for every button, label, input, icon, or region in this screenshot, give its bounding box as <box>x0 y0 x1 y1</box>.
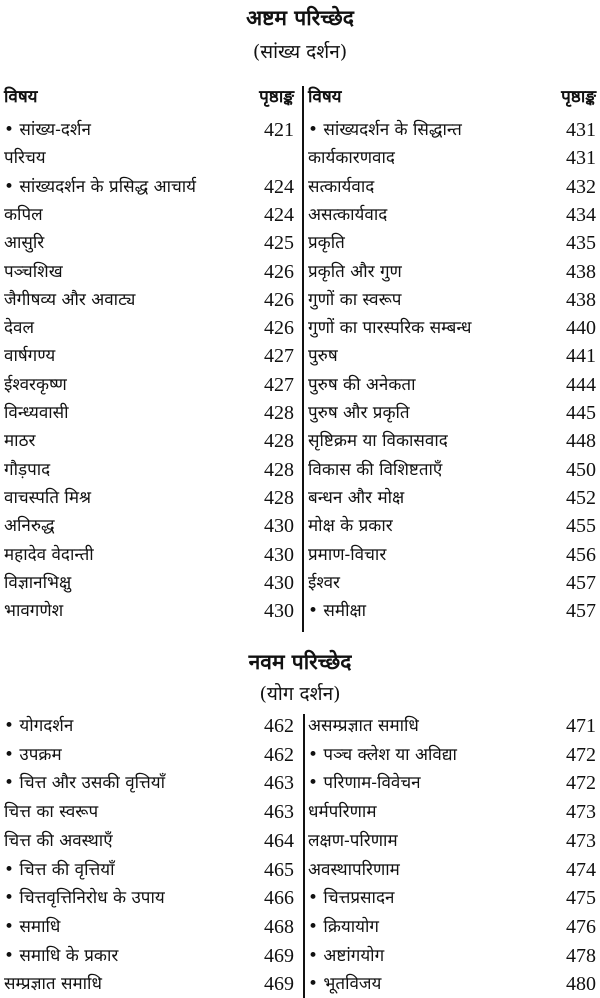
entry-page-left: 426 <box>264 317 294 340</box>
entry-page-right: 472 <box>566 772 596 795</box>
section-subtitle: (योग दर्शन) <box>259 683 341 705</box>
entry-title-left: विन्ध्यवासी <box>4 403 69 423</box>
entry-title-left: महादेव वेदान्ती <box>4 544 94 565</box>
entry-page-right: 431 <box>566 147 596 170</box>
entry-title-right: मोक्ष के प्रकार <box>308 516 393 537</box>
entry-title-right: विकास की विशिष्टताएँ <box>308 459 443 480</box>
entry-title-right: • समीक्षा <box>308 601 367 622</box>
entry-title-right: • भूतविजय <box>308 974 382 995</box>
entry-page-right: 452 <box>566 486 596 509</box>
entry-page-right: 448 <box>566 430 596 453</box>
entry-page-right: 455 <box>566 515 596 538</box>
toc-row <box>0 512 600 540</box>
entry-title-right: ईश्वर <box>308 572 340 593</box>
entry-title-left: • समाधि <box>4 916 61 937</box>
entry-title-left: • सांख्यदर्शन के प्रसिद्ध आचार्य <box>4 176 197 197</box>
entry-page-right: 475 <box>566 887 596 910</box>
toc-row <box>0 427 600 455</box>
entry-page-left: 463 <box>264 772 294 795</box>
entry-page-left: 428 <box>264 458 294 481</box>
entry-title-right: अवस्थापरिणाम <box>308 859 400 880</box>
entry-title-left: जैगीषव्य और अवाट्य <box>4 289 136 310</box>
entry-title-left: • सांख्य-दर्शन <box>4 120 91 140</box>
entry-page-right: 441 <box>566 345 596 368</box>
toc-row <box>0 541 600 569</box>
section-title: नवम परिच्छेद <box>248 649 352 674</box>
entry-title-left: • चित्तवृत्तिनिरोध के उपाय <box>4 888 165 909</box>
entry-page-left: 421 <box>264 119 294 141</box>
entry-page-left: 424 <box>264 203 294 226</box>
entry-title-left: • योगदर्शन <box>4 716 74 736</box>
entry-title-left: देवल <box>4 318 35 339</box>
entry-title-right: गुणों का पारस्परिक सम्बन्ध <box>308 318 472 339</box>
entry-page-left: 462 <box>264 715 294 737</box>
entry-title-right: पुरुष और प्रकृति <box>308 403 410 423</box>
toc-row <box>0 173 600 201</box>
toc-row <box>0 569 600 597</box>
entry-title-right: • क्रियायोग <box>308 916 379 937</box>
entry-page-right: 450 <box>566 458 596 481</box>
entry-page-left: 469 <box>264 944 294 967</box>
entry-title-right: पुरुष की अनेकता <box>308 374 416 395</box>
entry-page-right: 471 <box>566 715 596 737</box>
header-topic-left: विषय <box>4 87 38 107</box>
entry-title-left: विज्ञानभिक्षु <box>4 572 72 593</box>
entry-title-right: गुणों का स्वरूप <box>308 289 402 310</box>
toc-row <box>0 201 600 229</box>
toc-row <box>0 769 600 797</box>
entry-page-right: 440 <box>566 317 596 340</box>
entry-title-left: गौड़पाद <box>4 459 51 480</box>
entry-page-left: 427 <box>264 345 294 368</box>
toc-row <box>0 827 600 855</box>
entry-page-right: 478 <box>566 944 596 967</box>
entry-page-left: 426 <box>264 260 294 283</box>
entry-title-left: • चित्त और उसकी वृत्तियाँ <box>4 773 166 794</box>
entry-page-right: 432 <box>566 175 596 198</box>
entry-page-left: 428 <box>264 402 294 424</box>
entry-page-left: 430 <box>264 543 294 566</box>
entry-title-left: परिचय <box>4 148 46 169</box>
entry-page-left: 466 <box>264 887 294 910</box>
header-page-right: पृष्ठाङ्क <box>561 87 596 107</box>
toc-row <box>0 116 600 144</box>
toc-row <box>0 970 600 998</box>
entry-title-left: सम्प्रज्ञात समाधि <box>4 974 102 995</box>
entry-title-right: बन्धन और मोक्ष <box>308 487 405 508</box>
toc-row <box>0 371 600 399</box>
toc-row <box>0 456 600 484</box>
toc-row <box>0 913 600 941</box>
entry-page-right: 457 <box>566 600 596 623</box>
entry-title-left: • उपक्रम <box>4 744 62 765</box>
entry-title-right: प्रमाण-विचार <box>308 544 387 565</box>
entry-title-left: वाचस्पति मिश्र <box>4 487 92 508</box>
header-page-left: पृष्ठाङ्क <box>259 87 294 107</box>
entry-page-left: 425 <box>264 232 294 255</box>
entry-title-left: अनिरुद्ध <box>4 516 55 537</box>
toc-row <box>0 144 600 172</box>
entry-page-left: 427 <box>264 373 294 396</box>
entry-title-right: • पञ्च क्लेश या अविद्या <box>308 744 457 765</box>
entry-title-left: वार्षगण्य <box>4 346 56 367</box>
toc-row <box>0 884 600 912</box>
entry-title-right: प्रकृति और गुण <box>308 261 402 282</box>
entry-page-right: 435 <box>566 232 596 255</box>
entry-page-left: 464 <box>264 829 294 852</box>
entry-page-left: 430 <box>264 515 294 538</box>
entry-title-right: असत्कार्यवाद <box>308 204 388 225</box>
toc-row <box>0 399 600 427</box>
toc-row <box>0 798 600 826</box>
entry-page-right: 438 <box>566 260 596 283</box>
entry-title-right: कार्यकारणवाद <box>308 148 395 169</box>
entry-page-right: 434 <box>566 203 596 226</box>
entry-page-right: 480 <box>566 973 596 996</box>
toc-row <box>0 856 600 884</box>
toc-row <box>0 229 600 257</box>
entry-title-right: सृष्टिक्रम या विकासवाद <box>308 431 448 452</box>
entry-page-right: 457 <box>566 571 596 594</box>
toc-row <box>0 314 600 342</box>
header-topic-right: विषय <box>308 87 342 107</box>
toc-row <box>0 286 600 314</box>
entry-title-left: पञ्चशिख <box>4 261 63 282</box>
entry-title-left: भावगणेश <box>4 601 64 622</box>
entry-title-right: धर्मपरिणाम <box>308 802 377 823</box>
entry-page-left: 428 <box>264 486 294 509</box>
entry-title-left: माठर <box>4 431 36 452</box>
entry-page-left: 468 <box>264 915 294 938</box>
entry-page-right: 438 <box>566 288 596 311</box>
entry-title-left: आसुरि <box>4 233 45 254</box>
entry-page-left: 428 <box>264 430 294 453</box>
toc-row <box>0 484 600 512</box>
entry-title-left: ईश्वरकृष्ण <box>4 374 67 395</box>
entry-title-left: चित्त की अवस्थाएँ <box>4 830 113 851</box>
toc-row <box>0 741 600 769</box>
entry-title-right: • चित्तप्रसादन <box>308 888 395 909</box>
entry-page-left: 469 <box>264 973 294 996</box>
entry-title-right: पुरुष <box>308 346 338 367</box>
toc-row <box>0 342 600 370</box>
entry-page-right: 431 <box>566 119 596 141</box>
entry-page-left: 430 <box>264 571 294 594</box>
entry-page-right: 474 <box>566 858 596 881</box>
entry-page-left: 430 <box>264 600 294 623</box>
entry-title-left: चित्त का स्वरूप <box>4 802 99 823</box>
entry-title-right: प्रकृति <box>308 233 345 254</box>
entry-title-right: लक्षण-परिणाम <box>308 830 398 851</box>
entry-page-right: 445 <box>566 402 596 424</box>
entry-title-right: असम्प्रज्ञात समाधि <box>308 716 419 736</box>
entry-title-left: • समाधि के प्रकार <box>4 945 119 966</box>
entry-page-right: 473 <box>566 801 596 824</box>
section-subtitle: (सांख्य दर्शन) <box>252 41 348 63</box>
entry-page-right: 456 <box>566 543 596 566</box>
entry-page-left: 463 <box>264 801 294 824</box>
toc-row <box>0 258 600 286</box>
entry-title-right: सत्कार्यवाद <box>308 176 375 197</box>
toc-row <box>0 712 600 740</box>
toc-row <box>0 942 600 970</box>
entry-page-left: 465 <box>264 858 294 881</box>
section-title: अष्टम परिच्छेद <box>246 5 354 30</box>
entry-page-right: 444 <box>566 373 596 396</box>
entry-page-left: 424 <box>264 175 294 198</box>
entry-title-right: • अष्टांगयोग <box>308 945 385 966</box>
entry-page-left: 426 <box>264 288 294 311</box>
entry-page-right: 472 <box>566 743 596 766</box>
toc-row <box>0 597 600 625</box>
entry-page-left: 462 <box>264 743 294 766</box>
entry-title-right: • सांख्यदर्शन के सिद्धान्त <box>308 120 462 140</box>
entry-title-right: • परिणाम-विवेचन <box>308 773 421 794</box>
entry-title-left: • चित्त की वृत्तियाँ <box>4 859 115 880</box>
entry-page-right: 473 <box>566 829 596 852</box>
entry-page-right: 476 <box>566 915 596 938</box>
entry-title-left: कपिल <box>4 204 43 225</box>
